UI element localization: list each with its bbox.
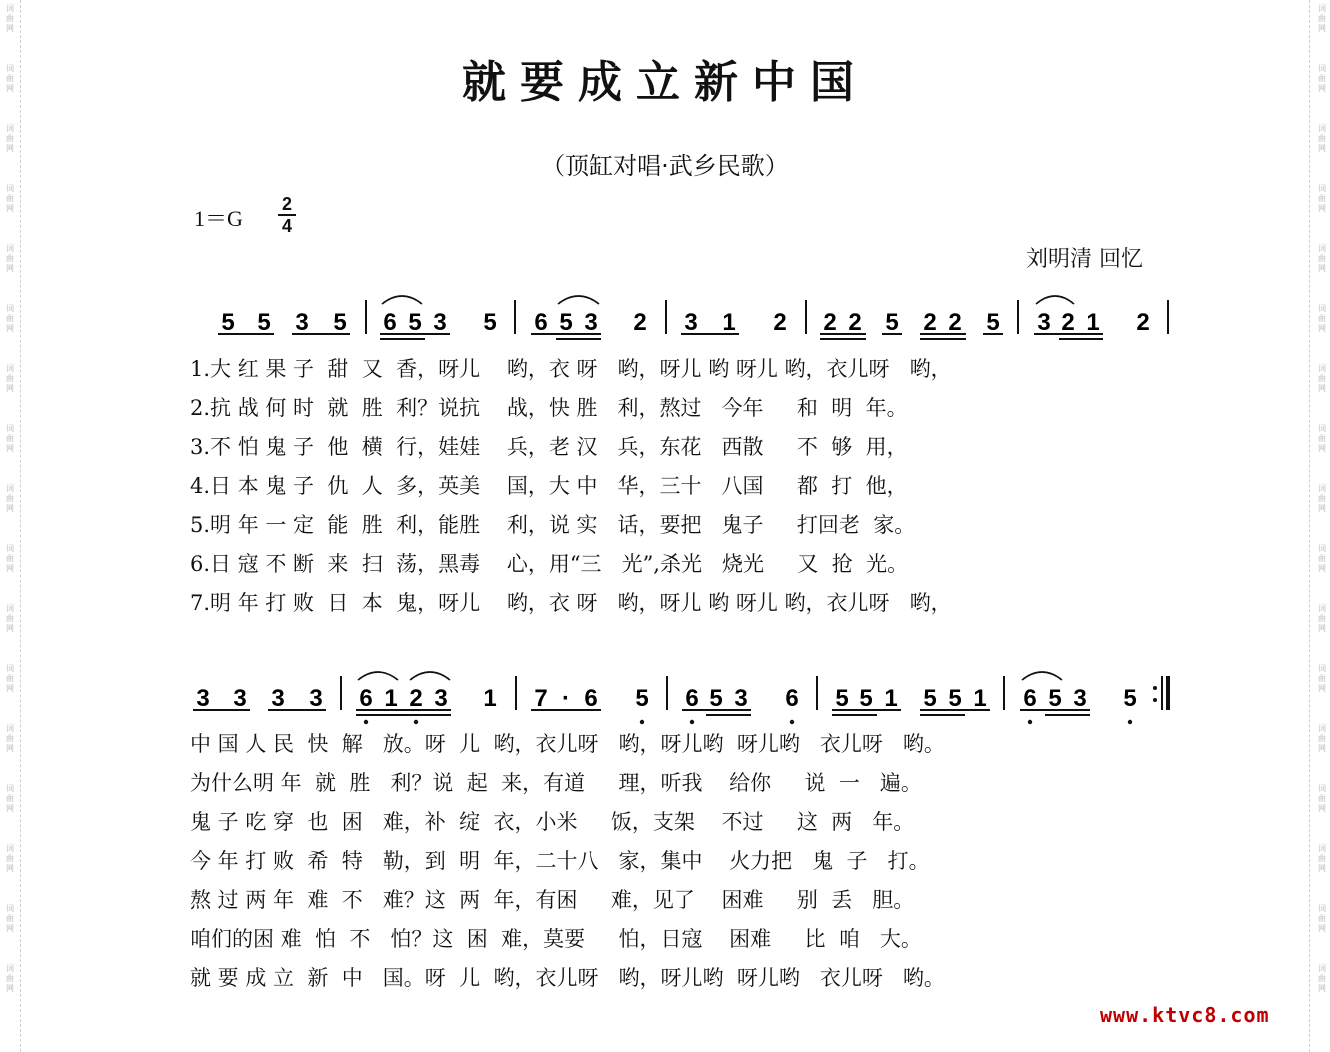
slur-mark [410,672,450,680]
watermark-text: 词 曲 网 [6,784,14,813]
row1-note: 3 [433,309,447,336]
row2-note: 5 [1123,685,1137,712]
row1-note: 6 [534,309,548,336]
watermark-text: 词 曲 网 [6,184,14,213]
octave-dot [640,720,644,724]
lyric-line: 熬 过 两 年 难 不 难？这 两 年，有困 难，见了 困难 别 丢 胆。 [190,888,915,912]
lyric-line: 今 年 打 败 希 特 勒，到 明 年，二十八 家，集中 火力把 鬼 子 打。 [190,849,930,873]
row2-note: 5 [923,685,937,712]
row2-note: 1 [884,685,898,712]
row1-note: 6 [383,309,397,336]
row2-note: 3 [309,685,323,712]
row1-note: 2 [633,309,647,336]
watermark-text: 词 曲 网 [1318,964,1326,993]
row1-note: 5 [221,309,235,336]
watermark-text: 词 曲 网 [1318,664,1326,693]
watermark-text: 词 曲 网 [6,64,14,93]
row2-note: 7 [534,685,548,712]
octave-dot [364,720,368,724]
row1-note: 2 [948,309,962,336]
row2-note: 5 [948,685,962,712]
watermark-text: 词 曲 网 [6,304,14,333]
lyric-line: 咱们的困 难 怕 不 怕？这 困 难，莫要 怕，日寇 困难 比 咱 大。 [190,927,922,951]
watermark-text: 词 曲 网 [1318,784,1326,813]
lyric-line: 7.明 年 打 败 日 本 鬼，呀儿 哟，衣 呀 哟，呀儿 哟 呀儿 哟，衣儿呀 哟， [190,591,952,615]
slur-mark [358,672,398,680]
lyric-line: 6.日 寇 不 断 来 扫 荡，黑毒 心，用“三 光”,杀光 烧光 又 抢 光。 [190,552,909,576]
lyric-line: 2.抗 战 何 时 就 胜 利？说抗 战，快 胜 利，熬过 今年 和 明 年。 [190,396,908,420]
watermark-text: 词 曲 网 [1318,364,1326,393]
song-title: 就要成立新中国 [462,57,868,108]
lyric-line: 鬼 子 吃 穿 也 困 难，补 绽 衣，小米 饭，支架 不过 这 两 年。 [190,810,915,834]
time-signature-top: 2 [281,194,292,214]
watermark-text: 词 曲 网 [1318,124,1326,153]
watermark-text: 词 曲 网 [6,604,14,633]
row1-note: 5 [559,309,573,336]
site-watermark: www.ktvc8.com [1100,1003,1270,1027]
row1-note: 2 [823,309,837,336]
row2-note: 5 [1048,685,1062,712]
watermark-text: 词 曲 网 [1318,484,1326,513]
row2-note: 2 [409,685,423,712]
watermark-text: 词 曲 网 [1318,304,1326,333]
watermark-text: 词 曲 网 [6,664,14,693]
watermark-text: 词 曲 网 [1318,724,1326,753]
slur-mark [558,296,599,304]
repeat-dot [1153,698,1157,702]
watermark-text: 词 曲 网 [6,124,14,153]
row2-note: 1 [973,685,987,712]
row1-note: 1 [722,309,736,336]
lyric-line: 3.不 怕 鬼 子 他 横 行，娃娃 兵，老 汉 兵，东花 西散 不 够 用， [190,435,908,459]
row1-note: 3 [684,309,698,336]
row2-note: 6 [685,685,699,712]
row1-note: 2 [923,309,937,336]
lyric-line: 5.明 年 一 定 能 胜 利，能胜 利，说 实 话，要把 鬼子 打回老 家。 [190,513,916,537]
author-credit: 刘明清 回忆 [1026,247,1143,272]
watermark-text: 词 曲 网 [1318,4,1326,33]
watermark-text: 词 曲 网 [6,904,14,933]
repeat-dot [1153,686,1157,690]
slur-mark [1022,672,1062,680]
key-signature: 1＝G [194,206,243,231]
lyric-line: 1.大 红 果 子 甜 又 香，呀儿 哟，衣 呀 哟，呀儿 哟 呀儿 哟，衣儿呀 哟， [190,357,952,381]
watermark-text: 词 曲 网 [1318,244,1326,273]
watermark-text: 词 曲 网 [1318,604,1326,633]
row1-note: 5 [885,309,899,336]
row2-note: 3 [434,685,448,712]
watermark-text: 词 曲 网 [6,364,14,393]
watermark-text: 词 曲 网 [6,4,14,33]
row1-note: 5 [986,309,1000,336]
row1-note: 3 [584,309,598,336]
lyric-line: 4.日 本 鬼 子 仇 人 多，英美 国，大 中 华，三十 八国 都 打 他， [190,474,908,498]
row1-note: 5 [333,309,347,336]
row1-note: 2 [1136,309,1150,336]
lyric-line: 就 要 成 立 新 中 国。呀 儿 哟，衣儿呀 哟，呀儿哟 呀儿哟 衣儿呀 哟。 [190,966,945,990]
row1-note: 1 [1086,309,1100,336]
slur-mark [382,296,422,304]
watermark-text: 词 曲 网 [1318,904,1326,933]
row1-note: 5 [408,309,422,336]
song-subtitle: （顶缸对唱·武乡民歌） [541,152,789,180]
watermark-text: 词 曲 网 [1318,64,1326,93]
row2-note: 1 [384,685,398,712]
watermark-text: 词 曲 网 [6,244,14,273]
row2-note: 3 [271,685,285,712]
row2-note: 6 [359,685,373,712]
row1-note: 2 [1061,309,1075,336]
row2-note: 3 [734,685,748,712]
watermark-text: 词 曲 网 [1318,544,1326,573]
row2-note: 5 [859,685,873,712]
watermark-text: 词 曲 网 [1318,184,1326,213]
octave-dot [1028,720,1032,724]
row1-note: 5 [483,309,497,336]
row2-note: 6 [1023,685,1037,712]
row2-note: 1 [483,685,497,712]
watermark-text: 词 曲 网 [1318,844,1326,873]
octave-dot [690,720,694,724]
octave-dot [790,720,794,724]
row2-note: 3 [1073,685,1087,712]
lyric-line: 为什么明 年 就 胜 利？说 起 来，有道 理，听我 给你 说 一 遍。 [190,771,922,795]
row1-note: 5 [257,309,271,336]
row1-note: 2 [773,309,787,336]
lyric-line: 中 国 人 民 快 解 放。呀 儿 哟，衣儿呀 哟，呀儿哟 呀儿哟 衣儿呀 哟。 [190,732,945,756]
time-signature-bottom: 4 [281,216,292,236]
row2-note: 3 [233,685,247,712]
watermark-text: 词 曲 网 [6,544,14,573]
staff-row-1 [221,309,1149,336]
row2-note: 5 [709,685,723,712]
watermark-text: 词 曲 网 [6,484,14,513]
octave-dot [1128,720,1132,724]
row2-note: 5 [635,685,649,712]
row2-note: 6 [584,685,598,712]
watermark-text: 词 曲 网 [6,424,14,453]
watermark-text: 词 曲 网 [1318,424,1326,453]
row1-note: 3 [295,309,309,336]
row2-note: 5 [835,685,849,712]
watermark-text: 词 曲 网 [6,964,14,993]
octave-dot [414,720,418,724]
row2-note: · [562,685,570,712]
row2-note: 3 [196,685,210,712]
row2-note: 6 [785,685,799,712]
watermark-text: 词 曲 网 [6,724,14,753]
slur-mark [1036,296,1074,304]
row1-note: 2 [848,309,862,336]
row1-note: 3 [1037,309,1051,336]
watermark-text: 词 曲 网 [6,844,14,873]
